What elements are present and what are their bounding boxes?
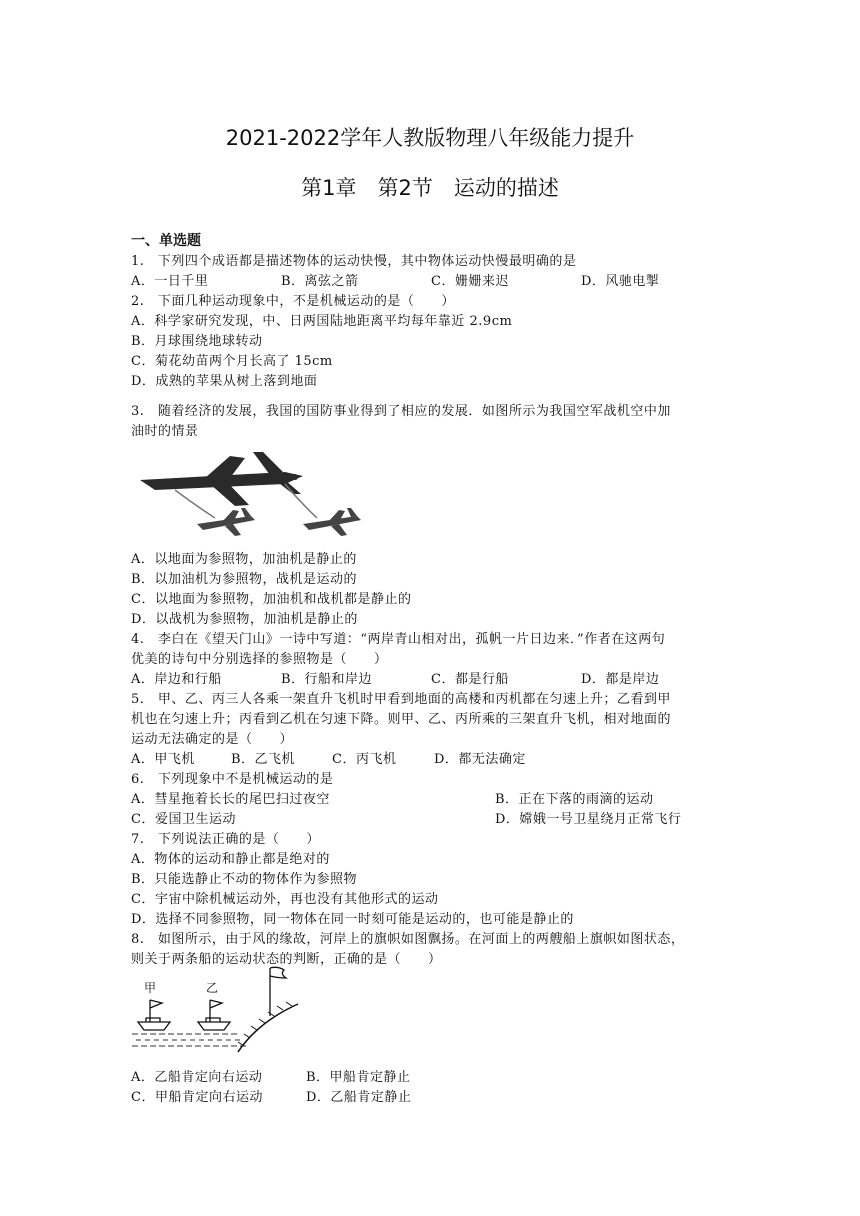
q3-option-a: A．以地面为参照物，加油机是静止的 [131, 552, 357, 567]
q8-stem-line1: 8. 如图所示，由于风的缘故，河岸上的旗帜如图飘扬。在河面上的两艘船上旗帜如图状态， [131, 932, 685, 947]
q3-option-c: C．以地面为参照物，加油机和战机都是静止的 [131, 592, 412, 607]
q6-option-c: C．爱国卫生运动 [131, 812, 236, 827]
q8-option-c: C．甲船肯定向右运动 [131, 1090, 263, 1105]
document-title: 2021-2022学年人教版物理八年级能力提升 [225, 126, 635, 150]
q7-option-b: B．只能选静止不动的物体作为参照物 [131, 872, 358, 887]
q4-option-a: A．岸边和行船 [131, 672, 222, 687]
q5-stem-line2: 机也在匀速上升；丙看到乙机在匀速下降。则甲、乙、丙所乘的三架直升飞机，相对地面的 [131, 712, 672, 727]
q1-stem: 1. 下列四个成语都是描述物体的运动快慢，其中物体运动快慢最明确的是 [131, 254, 577, 269]
q7-option-d: D．选择不同参照物，同一物体在同一时刻可能是运动的，也可能是静止的 [131, 912, 574, 927]
q7-option-c: C．宇宙中除机械运动外，再也没有其他形式的运动 [131, 892, 439, 907]
q3-stem-line1: 3. 随着经济的发展，我国的国防事业得到了相应的发展．如图所示为我国空军战机空中加 [131, 404, 671, 419]
q8-stem-line2: 则关于两条船的运动状态的判断，正确的是（ ） [131, 952, 442, 967]
q4-stem-line2: 优美的诗句中分别选择的参照物是（ ） [131, 652, 388, 667]
q4-option-c: C．都是行船 [431, 672, 509, 687]
q5-option-b: B．乙飞机 [231, 752, 296, 767]
q5-stem-line1: 5. 甲、乙、丙三人各乘一架直升飞机时甲看到地面的高楼和丙机都在匀速上升；乙看到甲 [131, 692, 671, 707]
q8-option-d: D．乙船肯定静止 [306, 1090, 412, 1105]
q4-stem-line1: 4. 李白在《望天门山》一诗中写道：“两岸青山相对出，孤帆一片日边来．”作者在这两句 [131, 632, 666, 647]
q2-option-b: B．月球围绕地球转动 [131, 334, 263, 349]
q7-option-a: A．物体的运动和静止都是绝对的 [131, 852, 330, 867]
q8-option-b: B．甲船肯定静止 [306, 1070, 411, 1085]
q5-stem-line3: 运动无法确定的是（ ） [131, 732, 294, 747]
section-heading: 一、单选题 [131, 233, 201, 249]
q4-option-d: D．都是岸边 [581, 672, 660, 687]
q6-stem: 6. 下列现象中不是机械运动的是 [131, 772, 334, 787]
q1-option-b: B．离弦之箭 [281, 274, 359, 289]
q3-option-d: D．以战机为参照物，加油机是静止的 [131, 612, 358, 627]
q2-option-c: C．菊花幼苗两个月长高了 15cm [131, 354, 333, 369]
q5-option-c: C．丙飞机 [332, 752, 397, 767]
q2-option-d: D．成熟的苹果从树上落到地面 [131, 374, 318, 389]
q2-stem: 2. 下面几种运动现象中，不是机械运动的是（ ） [131, 294, 455, 309]
q2-option-a: A．科学家研究发现，中、日两国陆地距离平均每年靠近 2.9cm [131, 314, 513, 329]
q8-option-a: A．乙船肯定向右运动 [131, 1070, 263, 1085]
q1-option-c: C．姗姗来迟 [431, 274, 509, 289]
q1-option-a: A．一日千里 [131, 274, 209, 289]
q3-option-b: B．以加油机为参照物，战机是运动的 [131, 572, 358, 587]
q7-stem: 7. 下列说法正确的是（ ） [131, 832, 320, 847]
figure-label-jia: 甲 [144, 981, 157, 995]
q5-option-a: A．甲飞机 [131, 752, 195, 767]
q6-option-d: D．嫦娥一号卫星绕月正常飞行 [495, 812, 682, 827]
q1-option-d: D．风驰电掣 [581, 274, 660, 289]
refueling-aircraft-figure [135, 450, 365, 542]
q5-option-d: D．都无法确定 [434, 752, 526, 767]
figure-label-yi: 乙 [206, 981, 219, 995]
boats-flags-figure [130, 964, 300, 1056]
q3-stem-line2: 油时的情景 [131, 424, 199, 439]
q6-option-b: B．正在下落的雨滴的运动 [495, 792, 654, 807]
q6-option-a: A．彗星拖着长长的尾巴扫过夜空 [131, 792, 330, 807]
q4-option-b: B．行船和岸边 [281, 672, 373, 687]
chapter-subtitle: 第1章 第2节 运动的描述 [301, 176, 559, 200]
